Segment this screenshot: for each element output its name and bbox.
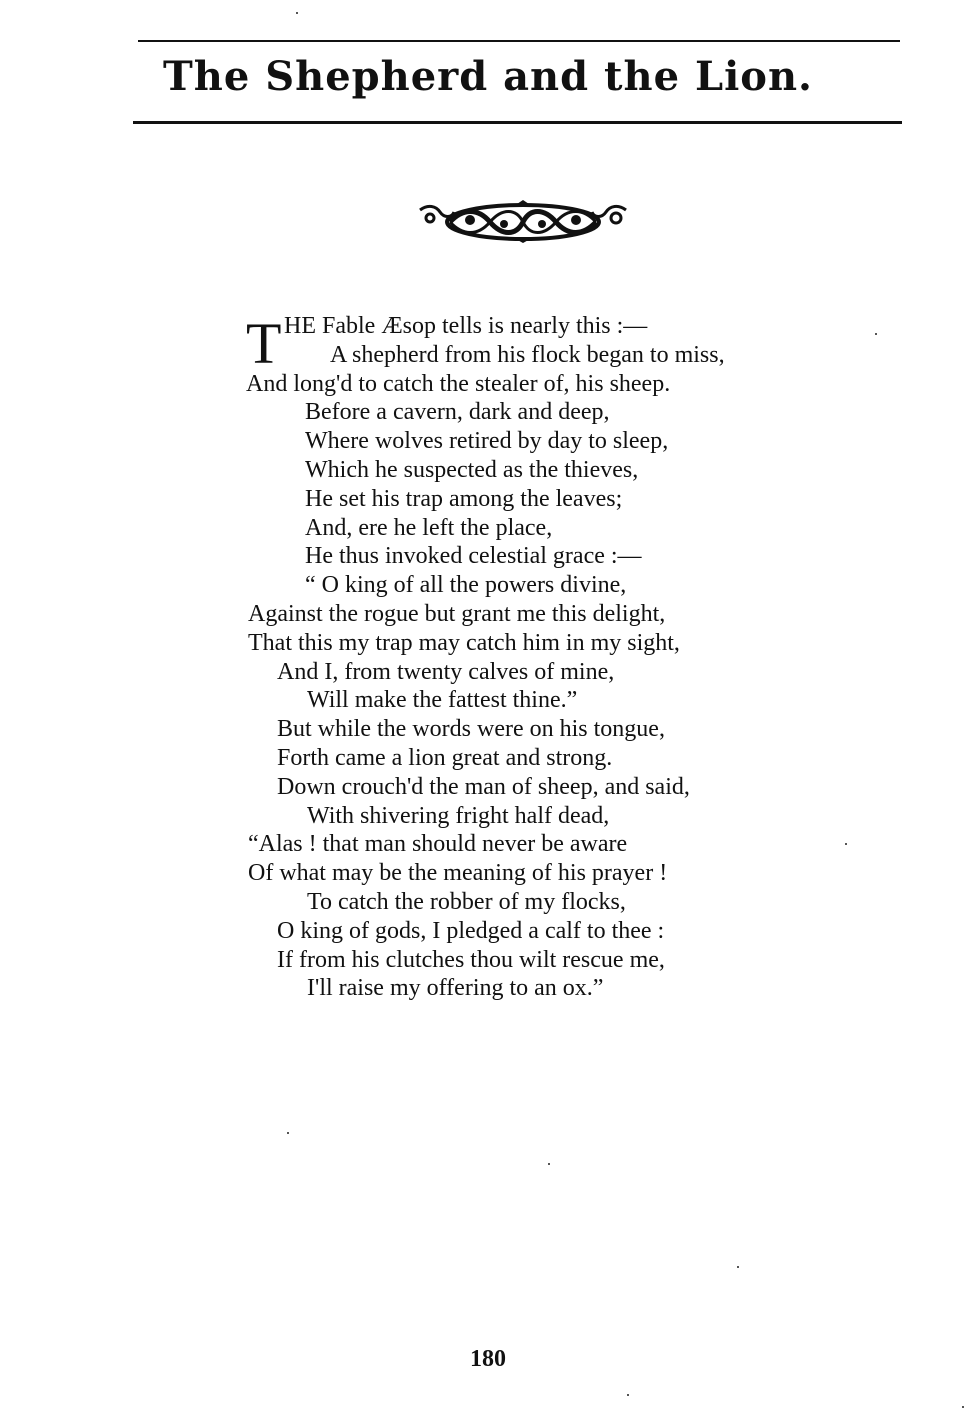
poem-line: Of what may be the meaning of his prayer !: [248, 860, 668, 887]
poem-line: HE Fable Æsop tells is nearly this :—: [284, 313, 648, 339]
paper-speck: [962, 1406, 964, 1408]
paper-speck: [875, 333, 877, 335]
poem-line: And long'd to catch the stealer of, his sheep.: [246, 370, 671, 397]
poem-line: O king of gods, I pledged a calf to thee :: [277, 917, 665, 944]
paper-speck: [296, 12, 298, 14]
paper-speck: [737, 1266, 739, 1268]
page-number: 180: [470, 1346, 506, 1372]
paper-speck: [627, 1394, 629, 1396]
page-title: The Shepherd and the Lion.: [163, 53, 813, 100]
paper-speck: [287, 1132, 289, 1134]
poem-line: To catch the robber of my flocks,: [307, 888, 626, 915]
paper-speck: [845, 843, 847, 845]
paper-speck: [548, 1163, 550, 1165]
poem-line: Before a cavern, dark and deep,: [305, 399, 610, 426]
drop-cap: T: [246, 311, 282, 376]
poem-line: And I, from twenty calves of mine,: [277, 658, 615, 685]
poem-line: “ O king of all the powers divine,: [305, 572, 627, 599]
poem-line: Will make the fattest thine.”: [307, 687, 578, 714]
poem-line: Where wolves retired by day to sleep,: [305, 428, 669, 455]
poem-line: Down crouch'd the man of sheep, and said,: [277, 773, 690, 800]
poem-line: Forth came a lion great and strong.: [277, 744, 613, 771]
poem-line: And, ere he left the place,: [305, 514, 553, 541]
poem-line: That this my trap may catch him in my sight,: [248, 629, 680, 656]
poem-line: But while the words were on his tongue,: [277, 716, 665, 743]
poem-line: With shivering fright half dead,: [307, 802, 610, 829]
poem-line: “Alas ! that man should never be aware: [248, 831, 628, 858]
poem-line: I'll raise my offering to an ox.”: [307, 975, 604, 1002]
poem-line: If from his clutches thou wilt rescue me,: [277, 946, 665, 973]
header-rule-bottom: [133, 121, 902, 124]
poem-body: [246, 312, 866, 1003]
poem-line: Against the rogue but grant me this delight,: [248, 600, 666, 627]
header-rule-top: [138, 40, 900, 42]
poem-line: He set his trap among the leaves;: [305, 485, 623, 512]
poem-line: Which he suspected as the thieves,: [305, 456, 639, 483]
poem-line: A shepherd from his flock began to miss,: [330, 341, 725, 368]
vine-ornament-icon: [418, 196, 628, 244]
poem-line: He thus invoked celestial grace :—: [305, 543, 642, 570]
